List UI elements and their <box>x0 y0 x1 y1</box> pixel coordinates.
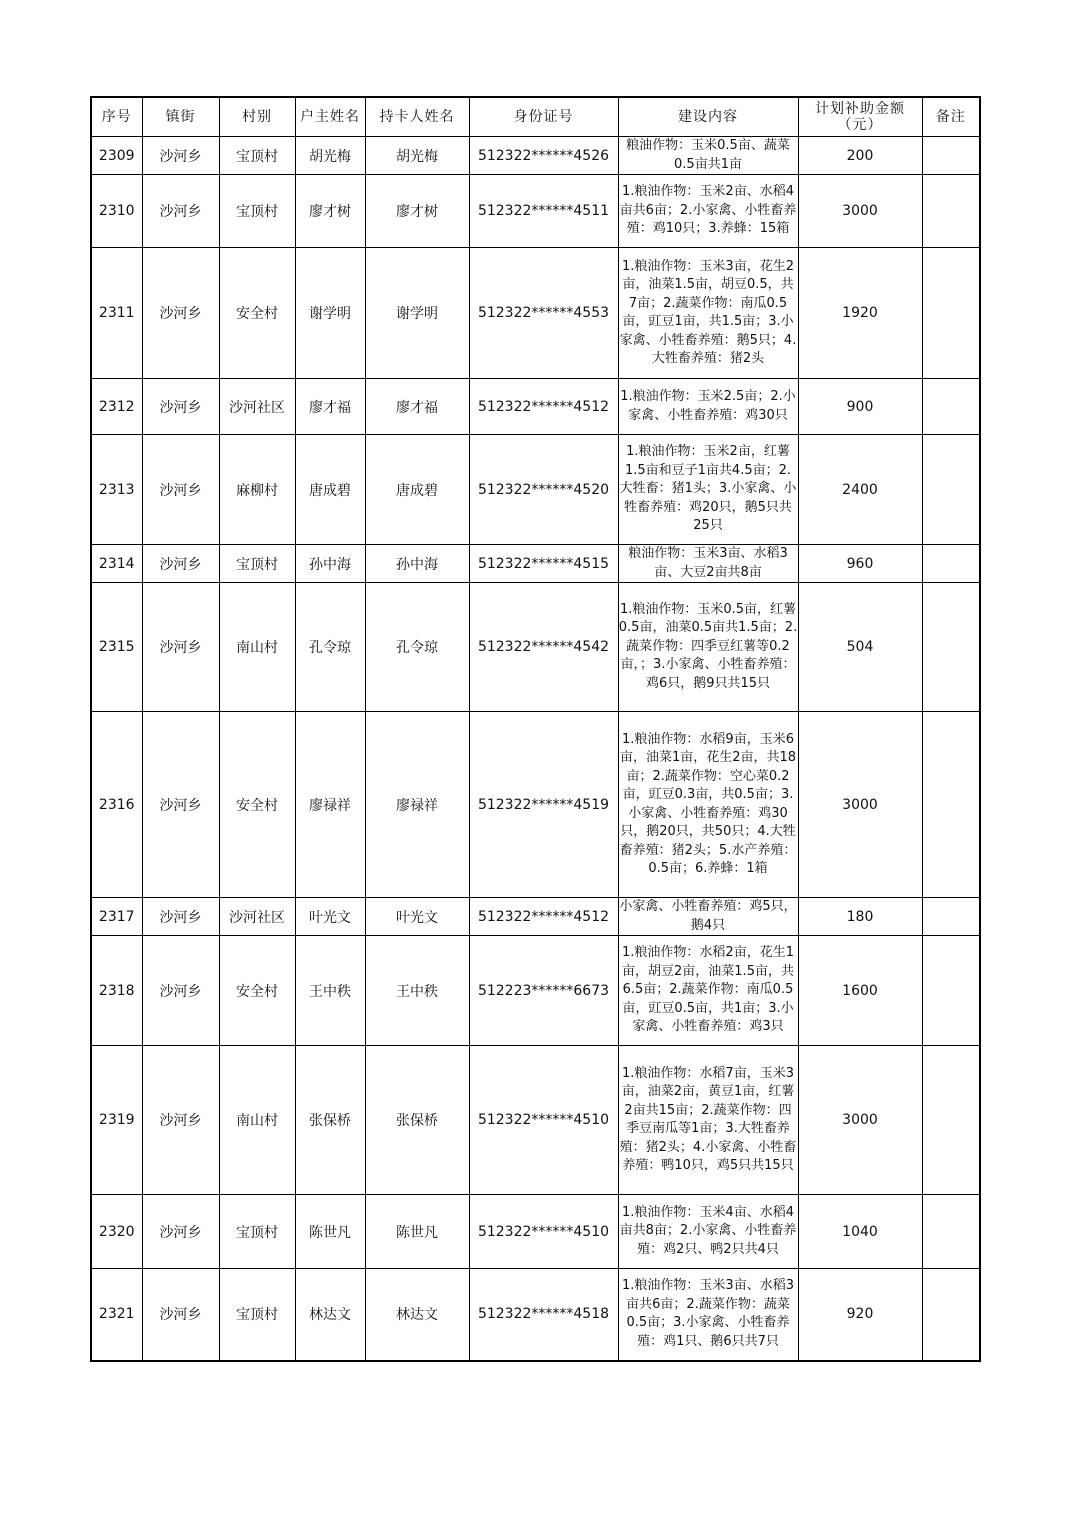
cell-content: 粮油作物：玉米0.5亩、蔬菜0.5亩共1亩 <box>618 137 798 175</box>
cell-seq: 2310 <box>91 175 142 248</box>
cell-village: 南山村 <box>219 1046 295 1195</box>
cell-town: 沙河乡 <box>142 936 219 1046</box>
table-row <box>91 248 980 379</box>
table-row <box>91 1269 980 1361</box>
cell-householder: 廖才福 <box>295 379 365 435</box>
table-row <box>91 379 980 435</box>
cell-id-number: 512322******4520 <box>469 435 618 545</box>
cell-cardholder: 唐成碧 <box>365 435 469 545</box>
cell-id-number: 512322******4526 <box>469 137 618 175</box>
cell-seq: 2316 <box>91 712 142 898</box>
cell-cardholder: 廖才树 <box>365 175 469 248</box>
cell-cardholder: 廖才福 <box>365 379 469 435</box>
cell-id-number: 512322******4515 <box>469 545 618 583</box>
cell-householder: 王中秩 <box>295 936 365 1046</box>
cell-town: 沙河乡 <box>142 435 219 545</box>
table-row <box>91 175 980 248</box>
cell-householder: 陈世凡 <box>295 1195 365 1269</box>
cell-content: 1.粮油作物：玉米4亩、水稻4亩共8亩；2.小家禽、小牲畜养殖：鸡2只、鸭2只共4只 <box>618 1195 798 1269</box>
cell-seq: 2315 <box>91 583 142 712</box>
header-content: 建设内容 <box>618 97 798 137</box>
cell-amount: 3000 <box>798 1046 922 1195</box>
cell-amount: 900 <box>798 379 922 435</box>
cell-seq: 2311 <box>91 248 142 379</box>
header-cardholder: 持卡人姓名 <box>365 97 469 137</box>
cell-content: 1.粮油作物：玉米2亩、水稻4亩共6亩；2.小家禽、小牲畜养殖：鸡10只；3.养蜂：15箱 <box>618 175 798 248</box>
table-row <box>91 137 980 175</box>
header-town: 镇街 <box>142 97 219 137</box>
cell-id-number: 512322******4510 <box>469 1046 618 1195</box>
cell-village: 安全村 <box>219 936 295 1046</box>
cell-note <box>922 1269 980 1361</box>
cell-village: 宝顶村 <box>219 137 295 175</box>
cell-cardholder: 胡光梅 <box>365 137 469 175</box>
cell-village: 宝顶村 <box>219 175 295 248</box>
cell-seq: 2313 <box>91 435 142 545</box>
cell-village: 南山村 <box>219 583 295 712</box>
cell-town: 沙河乡 <box>142 1046 219 1195</box>
cell-content: 1.粮油作物：玉米2.5亩；2.小家禽、小牲畜养殖：鸡30只 <box>618 379 798 435</box>
cell-seq: 2312 <box>91 379 142 435</box>
cell-id-number: 512322******4519 <box>469 712 618 898</box>
header-amount: 计划补助金额（元） <box>798 97 922 137</box>
cell-id-number: 512322******4518 <box>469 1269 618 1361</box>
cell-village: 沙河社区 <box>219 898 295 936</box>
cell-note <box>922 898 980 936</box>
cell-householder: 张保桥 <box>295 1046 365 1195</box>
cell-note <box>922 936 980 1046</box>
cell-householder: 唐成碧 <box>295 435 365 545</box>
cell-cardholder: 孔令琼 <box>365 583 469 712</box>
cell-amount: 200 <box>798 137 922 175</box>
cell-id-number: 512322******4512 <box>469 379 618 435</box>
cell-amount: 2400 <box>798 435 922 545</box>
cell-content: 1.粮油作物：玉米0.5亩，红薯0.5亩，油菜0.5亩共1.5亩；2.蔬菜作物：四季豆红薯等0.2亩，；3.小家禽、小牲畜养殖：鸡6只，鹅9只共15只 <box>618 583 798 712</box>
cell-id-number: 512322******4553 <box>469 248 618 379</box>
header-seq: 序号 <box>91 97 142 137</box>
subsidy-table <box>90 96 981 1362</box>
cell-cardholder: 廖禄祥 <box>365 712 469 898</box>
cell-cardholder: 张保桥 <box>365 1046 469 1195</box>
table-row <box>91 435 980 545</box>
table-row <box>91 1195 980 1269</box>
cell-householder: 林达文 <box>295 1269 365 1361</box>
cell-content: 小家禽、小牲畜养殖：鸡5只，鹅4只 <box>618 898 798 936</box>
cell-content: 粮油作物：玉米3亩、水稻3亩、大豆2亩共8亩 <box>618 545 798 583</box>
cell-content: 1.粮油作物：水稻2亩，花生1亩，胡豆2亩，油菜1.5亩，共6.5亩；2.蔬菜作物：南瓜0.5亩，豇豆0.5亩，共1亩；3.小家禽、小牲畜养殖：鸡3只 <box>618 936 798 1046</box>
cell-id-number: 512223******6673 <box>469 936 618 1046</box>
cell-amount: 920 <box>798 1269 922 1361</box>
cell-householder: 孔令琼 <box>295 583 365 712</box>
cell-note <box>922 583 980 712</box>
cell-householder: 廖才树 <box>295 175 365 248</box>
cell-amount: 3000 <box>798 175 922 248</box>
cell-town: 沙河乡 <box>142 583 219 712</box>
cell-amount: 960 <box>798 545 922 583</box>
cell-note <box>922 379 980 435</box>
cell-town: 沙河乡 <box>142 175 219 248</box>
cell-householder: 叶光文 <box>295 898 365 936</box>
cell-note <box>922 712 980 898</box>
table-row <box>91 898 980 936</box>
cell-id-number: 512322******4511 <box>469 175 618 248</box>
cell-amount: 180 <box>798 898 922 936</box>
header-householder: 户主姓名 <box>295 97 365 137</box>
header-note: 备注 <box>922 97 980 137</box>
cell-content: 1.粮油作物：玉米3亩、水稻3亩共6亩；2.蔬菜作物：蔬菜0.5亩；3.小家禽、小牲畜养殖：鸡1只、鹅6只共7只 <box>618 1269 798 1361</box>
cell-householder: 孙中海 <box>295 545 365 583</box>
cell-cardholder: 孙中海 <box>365 545 469 583</box>
cell-village: 麻柳村 <box>219 435 295 545</box>
cell-seq: 2321 <box>91 1269 142 1361</box>
cell-content: 1.粮油作物：水稻9亩，玉米6亩，油菜1亩，花生2亩，共18亩；2.蔬菜作物：空心菜0.2亩，豇豆0.3亩，共0.5亩；3.小家禽、小牲畜养殖：鸡30只，鹅20只，共50只；4.大牲畜养殖：猪2头；5.水产养殖：0.5亩；6.养蜂：1箱 <box>618 712 798 898</box>
cell-cardholder: 叶光文 <box>365 898 469 936</box>
cell-seq: 2309 <box>91 137 142 175</box>
cell-village: 宝顶村 <box>219 545 295 583</box>
cell-note <box>922 248 980 379</box>
cell-content: 1.粮油作物：水稻7亩，玉米3亩，油菜2亩，黄豆1亩，红薯2亩共15亩；2.蔬菜作物：四季豆南瓜等1亩；3.大牲畜养殖：猪2头；4.小家禽、小牲畜养殖：鸭10只，鸡5只共15只 <box>618 1046 798 1195</box>
cell-householder: 廖禄祥 <box>295 712 365 898</box>
header-id-number: 身份证号 <box>469 97 618 137</box>
cell-town: 沙河乡 <box>142 545 219 583</box>
cell-id-number: 512322******4510 <box>469 1195 618 1269</box>
cell-cardholder: 陈世凡 <box>365 1195 469 1269</box>
cell-content: 1.粮油作物：玉米2亩，红薯1.5亩和豆子1亩共4.5亩；2.大牲畜：猪1头；3.小家禽、小牲畜养殖：鸡20只，鹅5只共25只 <box>618 435 798 545</box>
cell-amount: 1040 <box>798 1195 922 1269</box>
cell-town: 沙河乡 <box>142 379 219 435</box>
cell-cardholder: 王中秩 <box>365 936 469 1046</box>
cell-cardholder: 林达文 <box>365 1269 469 1361</box>
cell-seq: 2317 <box>91 898 142 936</box>
cell-note <box>922 435 980 545</box>
table-row <box>91 936 980 1046</box>
cell-town: 沙河乡 <box>142 1269 219 1361</box>
cell-note <box>922 1195 980 1269</box>
cell-village: 沙河社区 <box>219 379 295 435</box>
table-row <box>91 712 980 898</box>
cell-cardholder: 谢学明 <box>365 248 469 379</box>
cell-householder: 胡光梅 <box>295 137 365 175</box>
cell-town: 沙河乡 <box>142 898 219 936</box>
cell-amount: 3000 <box>798 712 922 898</box>
table-row <box>91 545 980 583</box>
cell-householder: 谢学明 <box>295 248 365 379</box>
cell-note <box>922 1046 980 1195</box>
cell-amount: 1920 <box>798 248 922 379</box>
cell-town: 沙河乡 <box>142 712 219 898</box>
cell-town: 沙河乡 <box>142 1195 219 1269</box>
cell-id-number: 512322******4542 <box>469 583 618 712</box>
table-body <box>91 137 980 1361</box>
cell-town: 沙河乡 <box>142 137 219 175</box>
cell-content: 1.粮油作物：玉米3亩，花生2亩，油菜1.5亩，胡豆0.5，共7亩；2.蔬菜作物：南瓜0.5亩，豇豆1亩，共1.5亩；3.小家禽、小牲畜养殖：鹅5只；4.大牲畜养殖：猪2头 <box>618 248 798 379</box>
cell-seq: 2319 <box>91 1046 142 1195</box>
cell-town: 沙河乡 <box>142 248 219 379</box>
table-row <box>91 583 980 712</box>
header-row <box>91 97 980 137</box>
cell-village: 宝顶村 <box>219 1269 295 1361</box>
cell-note <box>922 545 980 583</box>
cell-id-number: 512322******4512 <box>469 898 618 936</box>
cell-seq: 2320 <box>91 1195 142 1269</box>
cell-village: 安全村 <box>219 712 295 898</box>
cell-seq: 2318 <box>91 936 142 1046</box>
cell-seq: 2314 <box>91 545 142 583</box>
cell-amount: 1600 <box>798 936 922 1046</box>
cell-note <box>922 175 980 248</box>
header-village: 村别 <box>219 97 295 137</box>
cell-note <box>922 137 980 175</box>
cell-village: 宝顶村 <box>219 1195 295 1269</box>
cell-village: 安全村 <box>219 248 295 379</box>
cell-amount: 504 <box>798 583 922 712</box>
table-row <box>91 1046 980 1195</box>
